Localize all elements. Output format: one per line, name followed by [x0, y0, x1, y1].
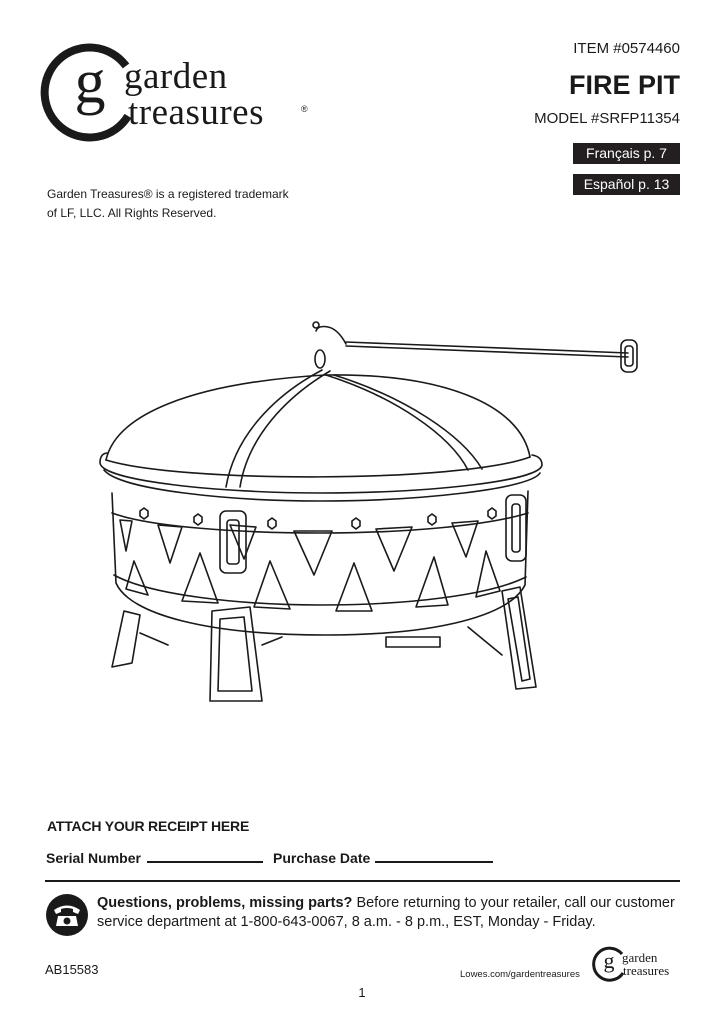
footer-logo-letter: g	[603, 948, 615, 973]
registered-mark: ®	[301, 104, 308, 114]
purchase-date-label: Purchase Date	[273, 850, 371, 866]
serial-number-field[interactable]	[147, 861, 263, 863]
language-tab-spanish[interactable]: Español p. 13	[573, 174, 680, 195]
footer-logo-word-garden: garden	[622, 950, 658, 965]
fire-pit-illustration	[90, 315, 650, 715]
support-instructions: Before returning to your retailer, call our customer service department at 1-800-643-0067, 8 a.m. - 8 p.m., EST, Monday - Friday.	[97, 895, 675, 930]
decorative-hex-bolts	[140, 508, 496, 529]
section-divider	[45, 880, 680, 882]
poker-tool	[313, 322, 637, 372]
footer-brand-logo	[592, 946, 687, 982]
language-tab-french[interactable]: Français p. 7	[573, 143, 680, 164]
serial-number-label: Serial Number	[46, 850, 141, 866]
fire-pit-legs	[112, 587, 536, 701]
page-title: FIRE PIT	[568, 70, 680, 100]
model-number: MODEL #SRFP11354	[534, 110, 680, 127]
telephone-icon	[45, 893, 89, 937]
item-number: ITEM #0574460	[573, 40, 680, 57]
trademark-line-1: Garden Treasures® is a registered trademark	[47, 187, 289, 201]
support-message	[97, 894, 687, 932]
logo-word-garden: garden	[124, 56, 228, 97]
receipt-heading: ATTACH YOUR RECEIPT HERE	[47, 818, 250, 834]
trademark-notice	[47, 185, 317, 223]
website-url: Lowes.com/gardentreasures	[460, 969, 580, 980]
footer-logo-word-treasures: treasures	[623, 963, 670, 978]
document-code: AB15583	[45, 962, 99, 977]
purchase-date-field[interactable]	[375, 861, 493, 863]
logo-word-treasures: treasures	[128, 92, 264, 133]
logo-letter: g	[74, 48, 106, 116]
trademark-line-2: of LF, LLC. All Rights Reserved.	[47, 206, 217, 220]
support-question: Questions, problems, missing parts?	[97, 895, 353, 911]
page-number: 1	[358, 985, 366, 1000]
